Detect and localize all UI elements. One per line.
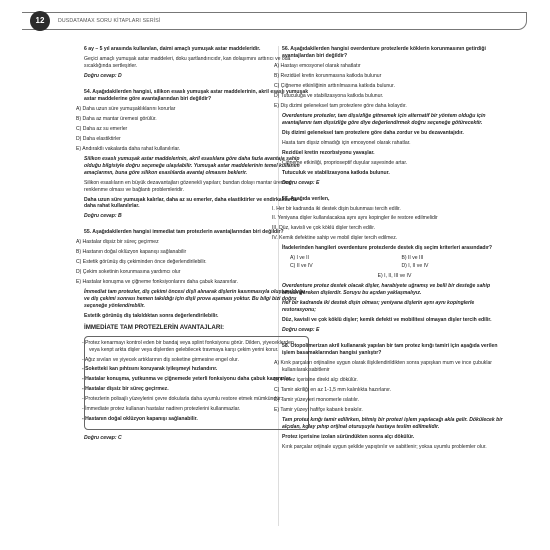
advantage-item: - İmmediate protez kullanan hastalar nadiren protezlerini kullanmazlar. — [82, 406, 241, 413]
q56-explanation-1: Overdenture protezler, tam dişsizliğe gitmemek için alternatif bir yöntem olduğu için avantajlarını tam dişsizliğe göre diye değerlendirmek doğru seçeneğe götürecektir. — [282, 112, 486, 126]
q54-explanation-3: Daha uzun süre yumuşak kalırlar, daha az su emerler, daha elastiktirler ve endirkaltlarda daha rahat kullanılırlar. — [84, 196, 297, 210]
advantage-item: - Soketteki kan pıhtısını koruyarak iyileşmeyi hızlandırır. — [82, 366, 218, 373]
q58-stem: 58. Otopolimerizan akril kullanarak yapılan bir tam protez kırığı tamiri için aşağıda verilen işlem basamaklarından hangisi yanlıştır? — [282, 343, 498, 357]
q56-stem: 56. Aşağıdakilerden hangisi overdenture protezlerde köklerin korunmasının getirdiği avantajlardan biri değildir? — [282, 46, 486, 59]
q57-options-grid — [290, 255, 507, 270]
q58-explanation-3: Kırık parçalar orijinale uygun şekilde yapıştırılır ve sabitlenir; yoksa uyumlu problemler olur. — [282, 443, 487, 450]
q56-option-a: A) Hastayı emosyonel olarak rahatlatır — [274, 62, 361, 69]
q56-option-e: E) Diş dizimi geleneksel tam protezlere göre daha kolaydır. — [274, 102, 407, 109]
q54-option-d: D) Daha elastiktirler — [76, 135, 121, 142]
intro-question: 6 ay – 5 yıl arasında kullanılan, daimi amaçlı yumuşak astar maddeleridir. — [84, 46, 261, 52]
q56-option-b: B) Rezidüel kretin korunmasına katkıda bulunur — [274, 72, 382, 79]
q54-explanation-2: Silikon esaslıların en büyük dezavantajları gözenekli yapıları; bundan dolayı mantar üremesi, renklenme olması ve bağlantı problemleridir. — [84, 179, 293, 193]
series-title: DUSDATAMAX SORU KİTAPLARI SERİSİ — [58, 18, 161, 24]
q58-option-b: B) Protez içerisine direkt alçı dökülür. — [274, 376, 358, 383]
q57-statement: II. Yeniyana dişler kullanılacaksa aynı aynı kopingler ile restore edilmelidir — [272, 215, 438, 222]
q58-explanation-2: Protez içerisine izolan süründükten sonra alçı dökülür. — [282, 433, 415, 440]
q58-option-e: E) Tamir yüzeyi hafifçe kabarık bırakılır. — [274, 406, 363, 413]
q56-answer: Doğru cevap: E — [282, 179, 320, 186]
q55-stem: 55. Aşağıdakilerden hangisi immediat tam protezlerin avantajlarından biri değildir? — [84, 229, 284, 236]
advantage-item: - Ağız sıvıları ve yiyecek artıklarının diş soketine girmesine engel olur. — [82, 356, 239, 363]
page-header — [22, 12, 527, 30]
q57-option-e: E) I, II, III ve IV — [377, 273, 412, 280]
q55-option-b: B) Hastanın doğal oklüzyon kapanışı sağlanabilir — [76, 249, 187, 256]
right-column — [272, 46, 507, 454]
q57-option-c: C) II ve IV — [290, 263, 313, 270]
q54-option-b: B) Daha az mantar üremesi görülür. — [76, 115, 157, 122]
q54-explanation-1: Silikon esaslı yumuşak astar maddelerinin, akril esaslılara göre daha fazla avantaja sahip olduğu bilgisiyle doğru seçeneğe ulaşılabilir. Yumuşak astar maddelerinin temel kullanım amaçlarının, buna göre silikon esaslılarda avantaj olmasını beklerir. — [84, 155, 300, 176]
q55-explanation-2: Estetik görünüş diş takıldıktan sonra değerlendirilebilir. — [84, 313, 219, 320]
q57-explanation-3: Düz, kavisli ve çok köklü dişler; kemik defekti ve mobilitesi olmayan dişler tercih edilir. — [282, 317, 492, 324]
page-number-badge: 12 — [30, 11, 50, 31]
q55-option-a: A) Hastalar dişsiz bir süreç geçirmez — [76, 239, 159, 246]
q57-statement: III. Düz, kavisli ve çok köklü dişler tercih edilir. — [272, 225, 376, 232]
q54-option-e: E) Andıraktlı vakalarda daha rahat kullanılırlar. — [76, 145, 181, 152]
q57-explanation-1: Overdenture protez destek olacak dişler, harabiyete uğramış ve belli bir desteğe sahip olması gereken dişlerdir. Soruyu bu açıdan yaklaşmalıyız. — [282, 283, 491, 297]
q58-explanation-1: Tam protez kırığı tamir edilirken, bitmiş bir protezi işlem yapılacağı akla gelir. Dökülecek bir alçıdan, kolay pıhıp orijinal oturuşuyla hastaya teslim edilmelidir. — [282, 416, 503, 430]
advantage-item: - Hastanın doğal oklüzyon kapanışı sağlanabilir. — [82, 416, 198, 423]
q56-explanation-2: Diş dizimi geleneksel tam protezlere göre daha zordur ve bu dezavantajıdır. — [282, 129, 464, 136]
advantage-item: - Protezlerin polisajlı yüzeylerini çevre dokularla daha uyumlu restore etmek mümkündür. — [82, 396, 282, 403]
q57-explanation-2: Her bir kadranda iki destek dişin olması; yeniyana dişlerin aynı aynı kopinglerle restorasyonu; — [282, 300, 475, 314]
q56-advantage-item: Rezidüel kretin rezorbsiyonu yavaşlar. — [282, 149, 375, 156]
q57-statement: I. Her bir kadranda iki destek dişin bulunması tercih edilir. — [272, 205, 401, 212]
advantage-item: - Protez kenarmayı kontrol eden bir bandaj veya splint fonksiyonu görür. Dilden, yiyeceklerden veya kenpt arkta dişler veya dişlerden gelebilecek travmaya karşı çekim yerini korur. — [82, 339, 294, 353]
q57-question: İfadelerinden hangileri overdenture protezlerde destek diş seçim kriterleri arasındadır? — [282, 245, 493, 252]
q57-answer: Doğru cevap: E — [282, 327, 320, 334]
q56-option-d: D) Tutuculuğa ve stabilizasyona katkıda bulunur. — [274, 92, 384, 99]
advantages-box-title: İMMEDİATE TAM PROTEZLERİN AVANTAJLARI: — [84, 324, 225, 332]
intro-answer: Doğru cevap: D — [84, 72, 122, 79]
q56-advantage-title: Hasta tam dişsiz olmadığı için emosyonel olarak rahatlar. — [282, 139, 411, 146]
q55-option-d: D) Çekim soketinin korunmasına yardımcı olur — [76, 269, 181, 276]
q57-stem: 57. Aşağıda verilen, — [282, 195, 330, 202]
q58-option-a: A) Kırık parçaları orijinaline uygun olarak ilişkilendirildikten sonra yapışkan mum ve ince çubuklar kullanılarak sabitlenir — [274, 360, 492, 373]
q57-option-d: D) I, II ve IV — [401, 263, 429, 270]
advantage-item: - Hastalar dişsiz bir süreç geçirmez. — [82, 386, 169, 393]
advantage-item: - Hastalar konuşma, yutkunma ve çiğnemede yeterli fonksiyonu daha çabuk kazanırlar. — [82, 376, 292, 383]
q58-option-c: C) Tamir akriliği en az 1-1,5 mm kalınlıkta hazırlanır. — [274, 386, 392, 393]
q54-option-a: A) Daha uzun süre yumuşaklıklarını korurlar — [76, 105, 176, 112]
q54-stem: 54. Aşağıdakilerden hangisi, silikon esaslı yumuşak astar maddelerinin, akril esaslı yumuşak astar maddelerine göre avantajlarından biri değildir? — [84, 88, 309, 102]
q58-option-d: D) Tamir yüzeyleri monomerle ıslatılır. — [274, 396, 360, 403]
q54-answer: Doğru cevap: B — [84, 213, 122, 220]
intro-body: Geçici amaçlı yumuşak astar maddeleri, doku şartlandırıcıdır, kan dolaşımını arttırıcı ve oda sıcaklığında sertleşirler. — [84, 55, 291, 69]
q57-option-b: B) II ve III — [401, 255, 424, 262]
q54-option-c: C) Daha az su emerler — [76, 125, 128, 132]
q55-answer: Doğru cevap: C — [84, 435, 122, 442]
q55-option-e: E) Hastalar konuşma ve çiğneme fonksiyonlarını daha çabuk kazanırlar. — [76, 279, 238, 286]
q56-advantage-item: Çiğneme etkinliği, proprioseptif duyular sayesinde artar. — [282, 159, 408, 166]
q55-option-c: C) Estetik görünüş diş çekiminden önce değerlendirilebilir. — [76, 259, 207, 266]
q55-explanation-1: İmmediat tam protezler, diş çekimi öncesi dişli alınarak dişlerin kasınmasıyla oluşturulduğu ve diş çekimi sonrası hemen takıldığı için dişli prova aşaması yoktur. Bu bilgi bizi doğru seçeneğe yönlendirebilir. — [84, 289, 306, 310]
q56-advantage-item: Tutuculuk ve stabilizasyona katkıda bulunur. — [282, 169, 390, 176]
q57-statement: IV. Kemik defektine sahip ve mobil dişler tercih edilmez. — [272, 235, 398, 242]
q56-option-c: C) Çiğneme etkinliğinin arttırılmasına katkıda bulunur. — [274, 82, 395, 89]
q57-option-a: A) I ve II — [290, 255, 309, 262]
